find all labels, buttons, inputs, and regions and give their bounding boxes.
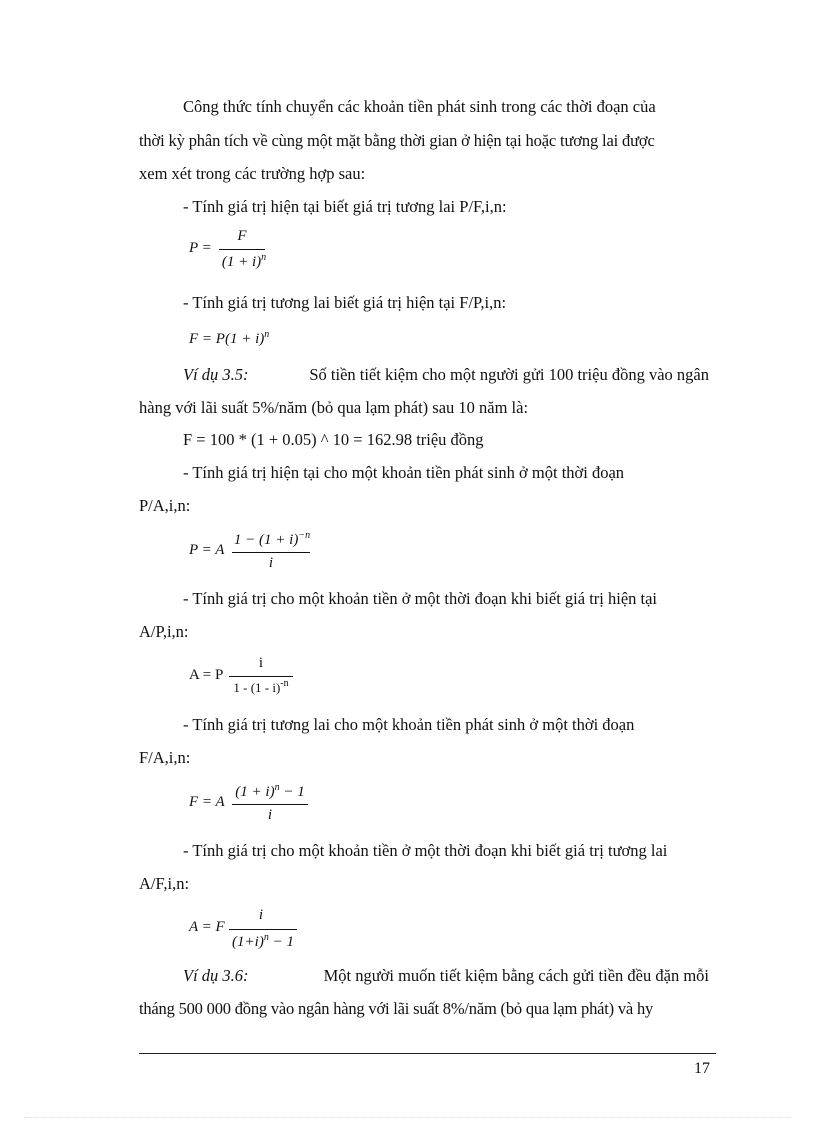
formula-fp-expr: $F = P(1 + i)^n$ [189,329,270,347]
pa-heading-line-2: P/A,i,n: [139,496,191,515]
fa-heading-text: - Tính giá trị tương lai cho một khoản tiền phát sinh ở một thời đoạn [183,715,635,734]
af-heading-line-1 [183,841,709,861]
example-3-6-line-2: tháng 500 000 đồng vào ngân hàng với lãi suất 8%/năm (bỏ qua lạm phát) và hy [139,999,654,1018]
formula-fa-fraction-bar [232,804,308,805]
example-3-6-label: Ví dụ 3.6: [183,966,249,985]
ap-heading-text: - Tính giá trị cho một khoản tiền ở một thời đoạn khi biết giá trị hiện tại [183,589,658,608]
ap-heading-line-2: A/P,i,n: [139,622,189,641]
example-3-5-calculation: F = 100 * (1 + 0.05) ^ 10 = 162.98 triệu đồng [183,430,484,449]
formula-pa-fraction-bar [232,552,310,553]
formula-pf [189,228,279,274]
af-heading-line-2: A/F,i,n: [139,874,190,893]
formula-pa-numerator: $1 - (1 + i)^{-n}$ [233,530,311,548]
example-3-6-line-1 [183,966,709,986]
formula-pa-denominator: i [268,555,274,571]
formula-fa-lhs: F = A [189,794,225,810]
pf-heading: - Tính giá trị hiện tại biết giá trị tương lai P/F,i,n: [183,197,507,216]
formula-pf-numerator: F [237,228,247,244]
intro-line-3: xem xét trong các trường hợp sau: [139,164,366,183]
intro-line-2: thời kỳ phân tích về cùng một mặt bằng thời gian ở hiện tại hoặc tương lai được [139,131,655,150]
pa-heading-line-1 [183,463,709,483]
formula-af-fraction-bar [229,929,297,930]
formula-fp [189,327,289,349]
formula-fa [189,782,319,828]
formula-pf-fraction-bar [219,249,265,250]
example-3-5-line-1 [183,365,709,385]
formula-af-numerator: i [258,907,264,923]
formula-ap-numerator: i [258,655,264,671]
formula-fa-numerator: $(1 + i)^n - 1$ [235,782,305,800]
fp-heading: - Tính giá trị tương lai biết giá trị hiện tại F/P,i,n: [183,293,507,312]
ap-heading-line-1 [183,589,709,609]
fa-heading-line-2: F/A,i,n: [139,748,191,767]
formula-pf-lhs: P = [189,240,212,256]
formula-pf-denominator: $(1 + i)^n$ [221,252,267,270]
example-3-6-text-1: Một người muốn tiết kiệm bằng cách gửi tiền đều đặn mỗi [323,966,709,985]
formula-ap [189,655,309,699]
formula-ap-denominator: 1 - (1 - i)$^{-n}$ [233,678,289,695]
example-3-5-line-2: hàng với lãi suất 5%/năm (bỏ qua lạm phát) sau 10 năm là: [139,398,529,417]
intro-line-1 [183,97,709,117]
formula-fa-denominator: i [267,807,273,823]
af-heading-text: - Tính giá trị cho một khoản tiền ở một thời đoạn khi biết giá trị tương lai [183,841,668,860]
formula-pa-lhs: P = A [189,542,225,558]
pa-heading-text: - Tính giá trị hiện tại cho một khoản tiền phát sinh ở một thời đoạn [183,463,625,482]
formula-ap-fraction-bar [229,676,293,677]
formula-af [189,907,319,953]
footer-rule [139,1053,716,1054]
formula-af-denominator: $(1+i)^n - 1$ [232,932,294,950]
intro-text-1: Công thức tính chuyển các khoản tiền phát sinh trong các thời đoạn của [183,97,656,116]
formula-pa [189,530,319,576]
page-number: 17 [694,1060,710,1077]
page-bottom-border [24,1117,792,1118]
formula-ap-lhs: A = P [189,667,224,683]
example-3-5-text-1: Số tiền tiết kiệm cho một người gửi 100 triệu đồng vào ngân [309,365,709,384]
example-3-5-label: Ví dụ 3.5: [183,365,249,384]
formula-af-lhs: A = F [189,919,225,935]
fa-heading-line-1 [183,715,709,735]
